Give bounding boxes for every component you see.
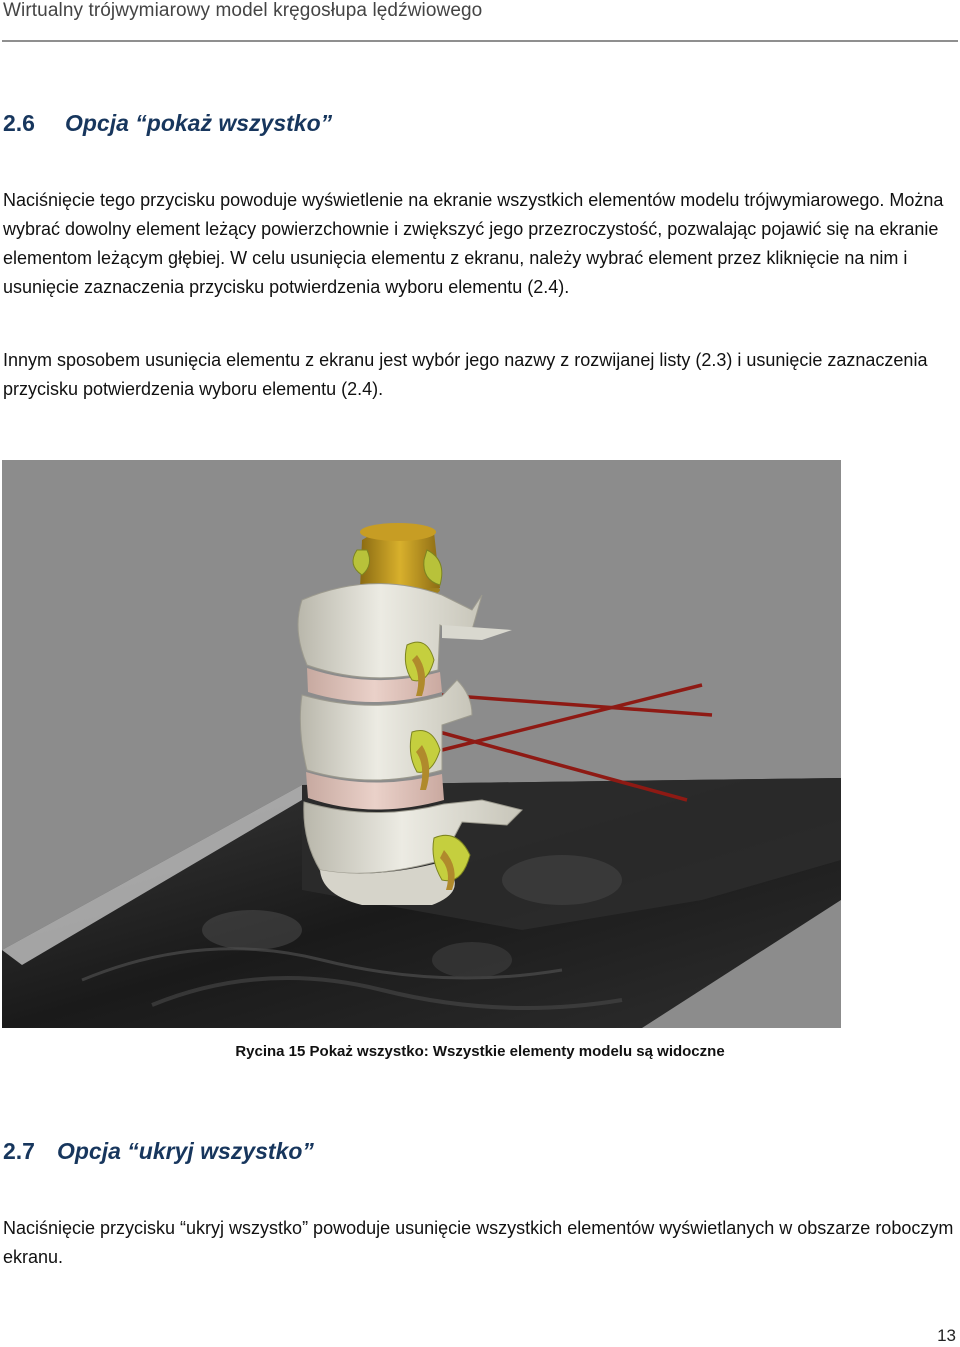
section-number: 2.7 xyxy=(3,1138,35,1164)
section-heading-2-6 xyxy=(3,110,332,137)
section-number: 2.6 xyxy=(3,110,35,136)
header-divider xyxy=(2,40,958,42)
spine-model-image xyxy=(2,460,841,1028)
paragraph-show-all-1: Naciśnięcie tego przycisku powoduje wyświetlenie na ekranie wszystkich elementów modelu trójwymiarowego. Można wybrać dowolny element leżący powierzchownie i zwiększyć jego przezroczystość, pozwalając pojawić się na ekranie elementom leżącym głębiej. W celu usunięcia elementu z ekranu, należy wybrać element przez kliknięcie na nim i usunięcie zaznaczenia przycisku potwierdzenia wyboru elementu (2.4). xyxy=(3,190,944,297)
section-title: Opcja “pokaż wszystko” xyxy=(64,110,333,136)
page-number: 13 xyxy=(937,1326,956,1345)
section-heading-2-7 xyxy=(3,1138,314,1165)
figure-caption: Rycina 15 Pokaż wszystko: Wszystkie elementy modelu są widoczne xyxy=(235,1043,725,1060)
header-title: Wirtualny trójwymiarowy model kręgosłupa lędźwiowego xyxy=(3,0,483,21)
paragraph-show-all-2: Innym sposobem usunięcia elementu z ekranu jest wybór jego nazwy z rozwijanej listy (2.3) i usunięcie zaznaczenia przycisku potwierdzenia wyboru elementu (2.4). xyxy=(3,350,928,399)
figure-spine-model xyxy=(2,460,841,1028)
section-title: Opcja “ukryj wszystko” xyxy=(56,1138,314,1164)
paragraph-hide-all: Naciśnięcie przycisku “ukryj wszystko” powoduje usunięcie wszystkich elementów wyświetlanych w obszarze roboczym ekranu. xyxy=(3,1218,954,1267)
